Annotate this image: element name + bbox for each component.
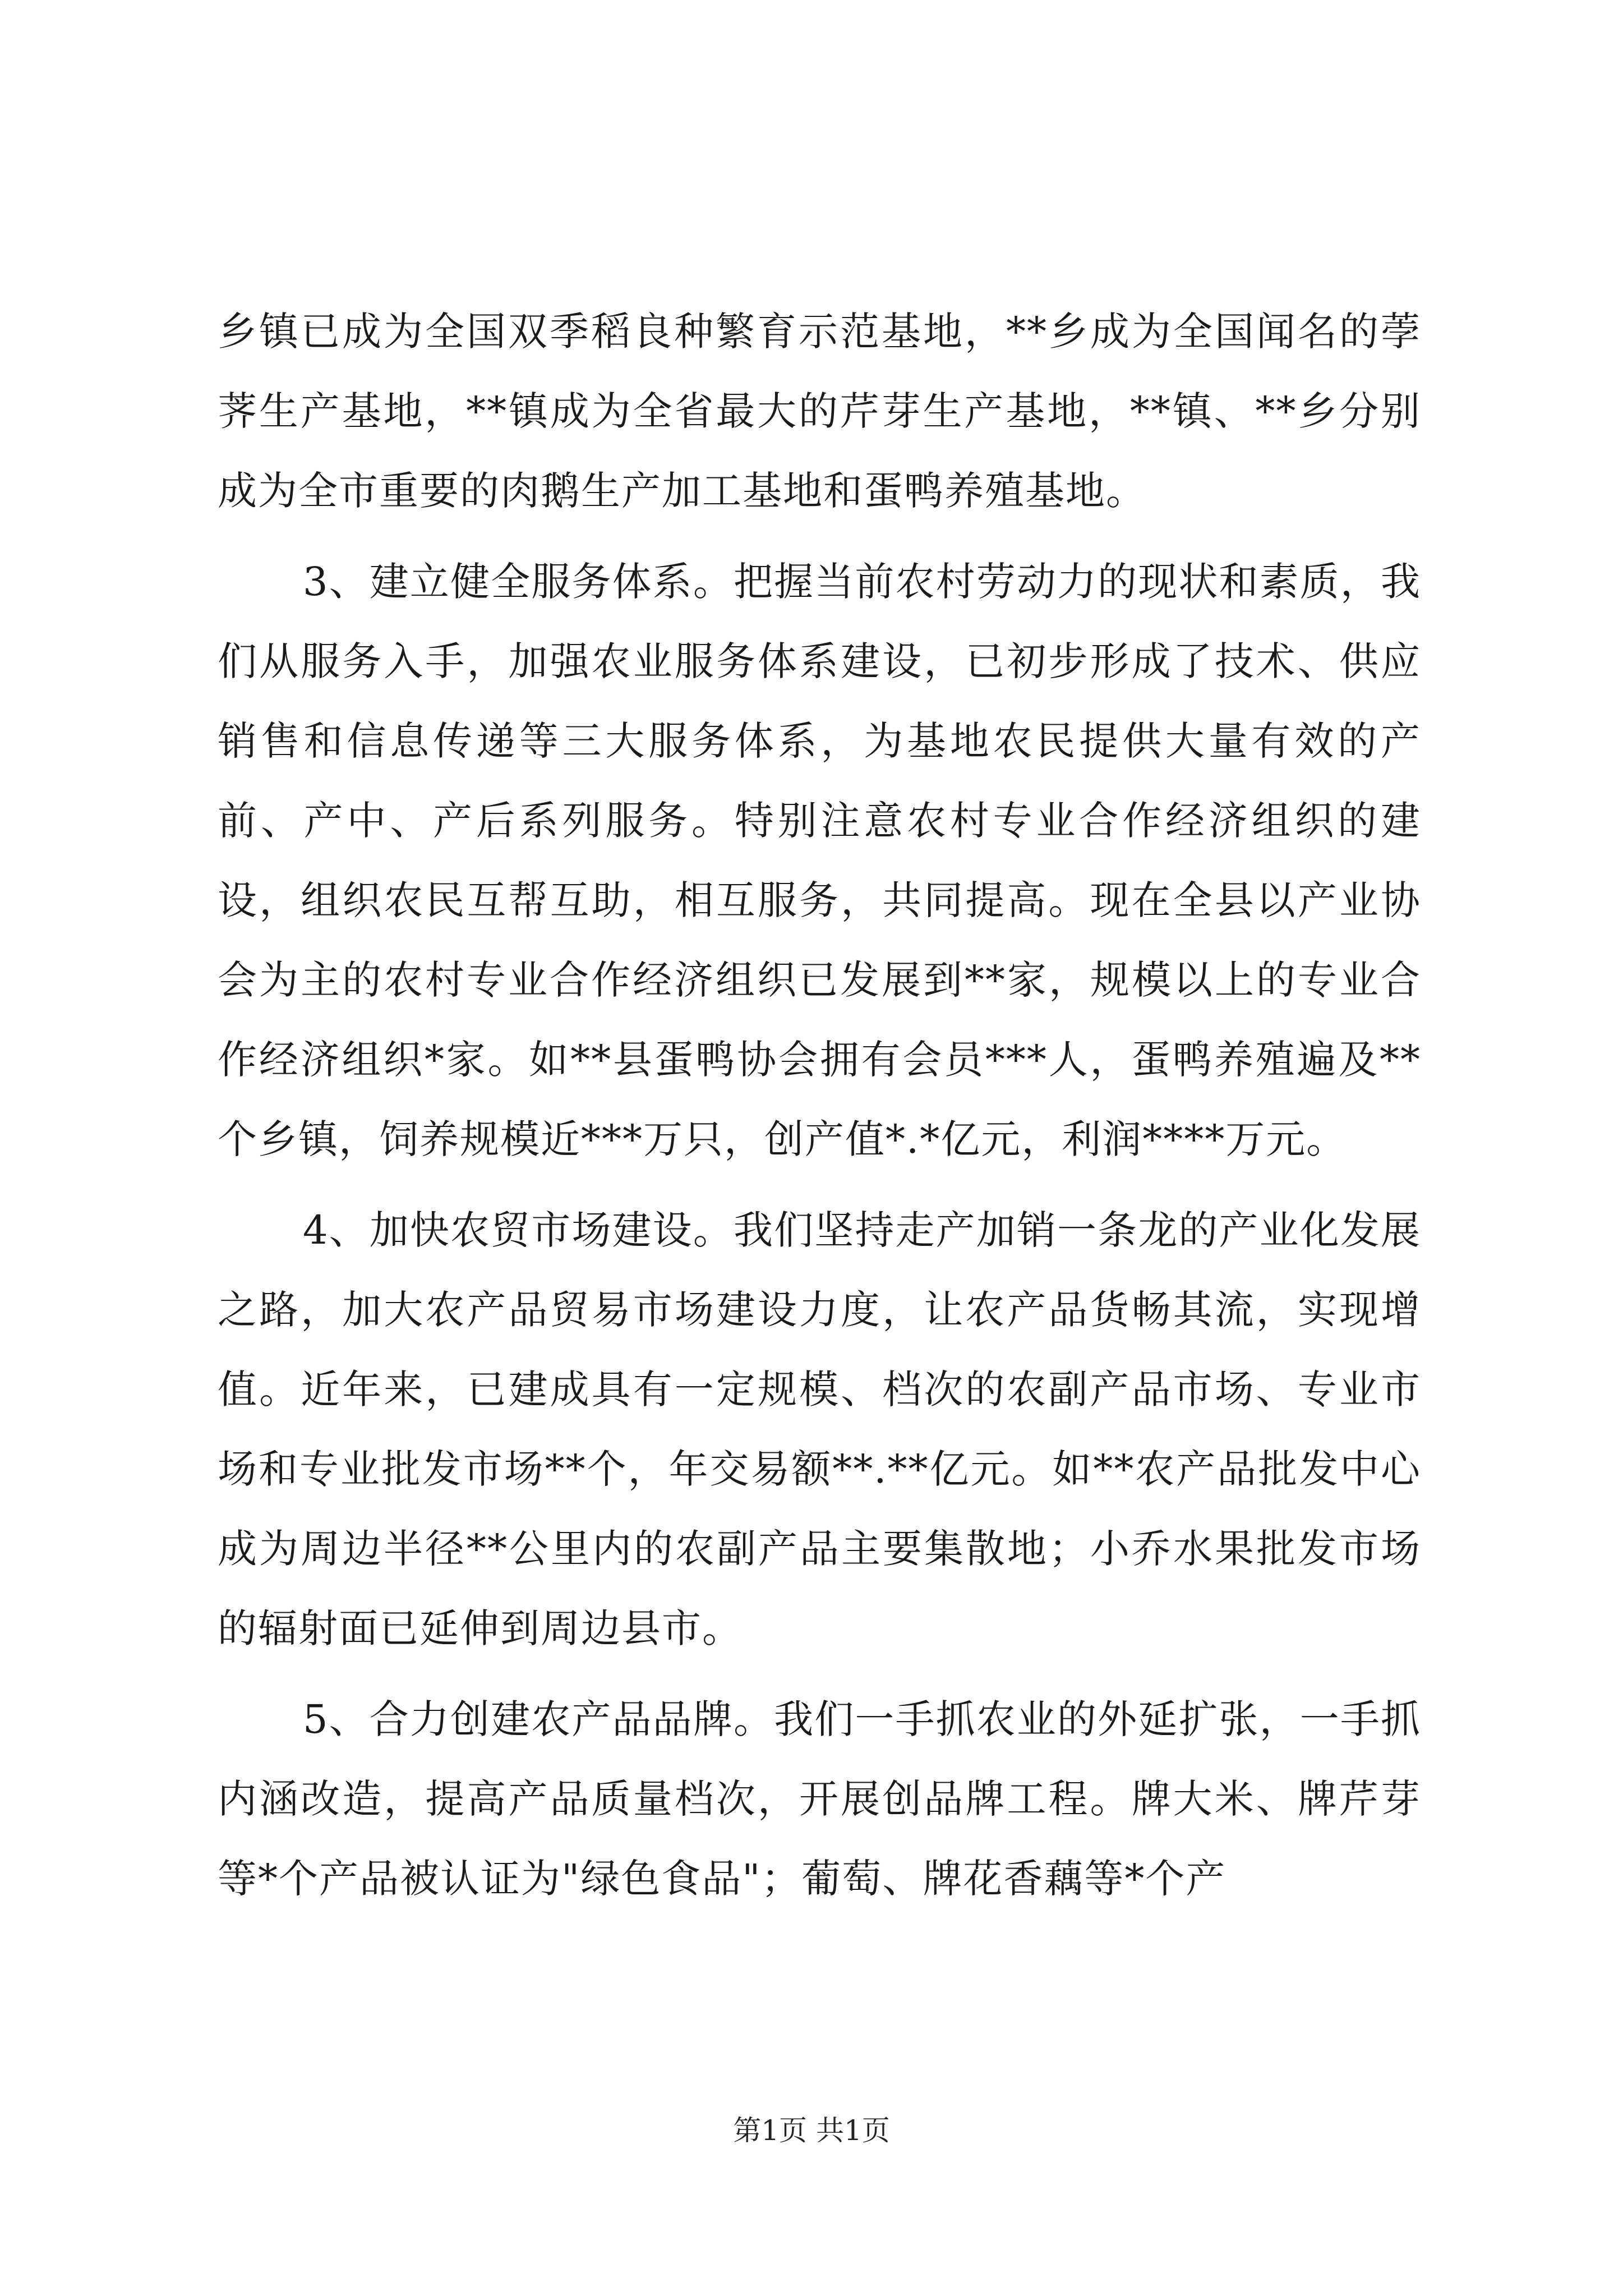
paragraph-market-construction: 4、加快农贸市场建设。我们坚持走产加销一条龙的产业化发展之路，加大农产品贸易市场建设力度，让农产品货畅其流，实现增值。近年来，已建成具有一定规模、档次的农副产品市场、专业市场和专业批发市场**个，年交易额**.**亿元。如**农产品批发中心成为周边半径**公里内的农副产品主要集散地；小乔水果批发市场的辐射面已延伸到周边县市。 <box>218 1207 1421 1651</box>
paragraph-brand-building: 5、合力创建农产品品牌。我们一手抓农业的外延扩张，一手抓内涵改造，提高产品质量档次，开展创品牌工程。牌大米、牌芹芽等*个产品被认证为"绿色食品"；葡萄、牌花香藕等*个产 <box>218 1696 1421 1902</box>
paragraph-continuation: 乡镇已成为全国双季稻良种繁育示范基地，**乡成为全国闻名的荸荠生产基地，**镇成为全省最大的芹芽生产基地，**镇、**乡分别成为全市重要的肉鹅生产加工基地和蛋鸭养殖基地。 <box>218 309 1421 514</box>
paragraph-service-system: 3、建立健全服务体系。把握当前农村劳动力的现状和素质，我们从服务入手，加强农业服务体系建设，已初步形成了技术、供应销售和信息传递等三大服务体系，为基地农民提供大量有效的产前、产中、产后系列服务。特别注意农村专业合作经济组织的建设，组织农民互帮互助，相互服务，共同提高。现在全县以产业协会为主的农村专业合作经济组织已发展到**家，规模以上的专业合作经济组织*家。如**县蛋鸭协会拥有会员***人，蛋鸭养殖遍及**个乡镇，饲养规模近***万只，创产值*.*亿元，利润****万元。 <box>218 559 1421 1162</box>
page-number-footer: 第1页 共1页 <box>733 2114 890 2147</box>
document-body <box>218 292 1421 1930</box>
